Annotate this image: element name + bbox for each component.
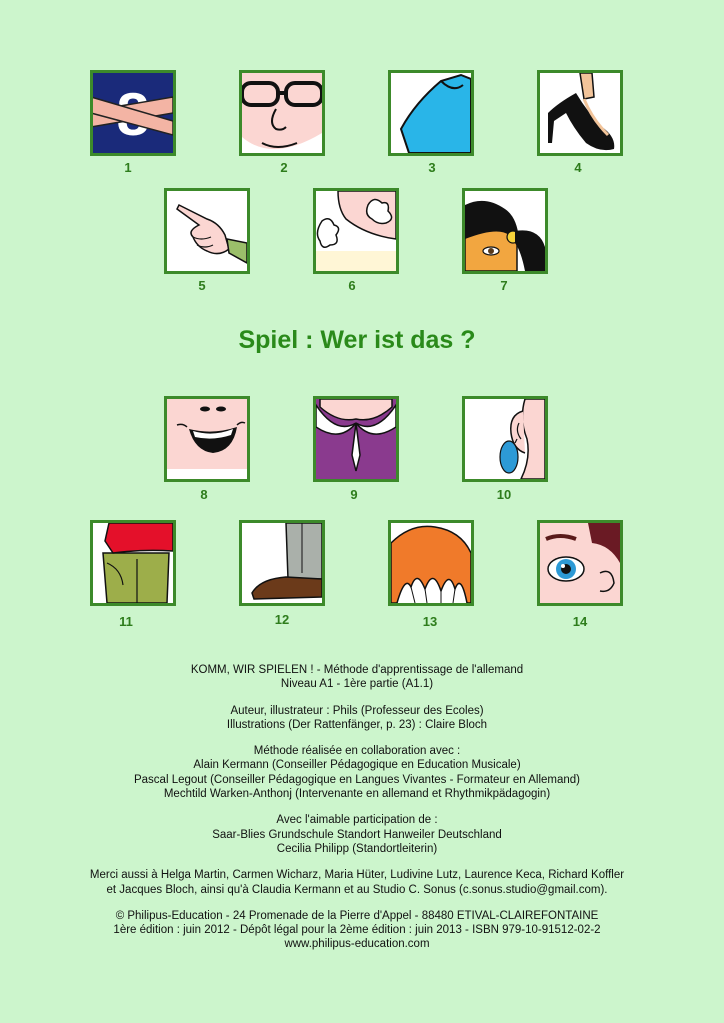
tile-number: 2 (280, 160, 288, 175)
copyright-line: © Philipus-Education - 24 Promenade de la Pierre d'Appel - 88480 ETIVAL-CLAIREFONTAINE (115, 909, 599, 922)
credits-line: Mechtild Warken-Anthonj (Intervenante en allemand et Rhythmikpädagogin) (163, 788, 551, 801)
tile-1 (90, 70, 176, 156)
tile-number: 5 (198, 278, 206, 293)
ear-earring-icon (465, 399, 545, 479)
credits-line: Méthode réalisée en collaboration avec : (253, 745, 461, 758)
tile-5 (164, 188, 250, 274)
tile-number: 8 (200, 487, 208, 502)
tile-number: 12 (274, 612, 290, 627)
blue-shirt-icon (391, 73, 471, 153)
tile-2 (239, 70, 325, 156)
credits-line: Avec l'aimable participation de : (276, 814, 438, 827)
tile-3 (388, 70, 474, 156)
black-shoe-icon (540, 73, 620, 153)
tile-number: 9 (350, 487, 358, 502)
credits-line: Niveau A1 - 1ère partie (A1.1) (280, 678, 434, 691)
purple-collar-icon (316, 399, 396, 479)
tile-number: 10 (496, 487, 512, 502)
credits-line: Pascal Legout (Conseiller Pédagogique en Langues Vivantes - Formateur en Allemand) (133, 773, 580, 786)
tile-12 (239, 520, 325, 606)
glasses-face-icon (242, 73, 322, 153)
tile-number: 11 (119, 614, 133, 629)
blue-eye-icon (540, 523, 620, 603)
credits-line: et Jacques Bloch, ainsi qu'à Claudia Kermann et au Studio C. Sonus (c.sonus.studio@gmail.com). (106, 883, 608, 896)
credits-line: Merci aussi à Helga Martin, Carmen Wicharz, Maria Hüter, Ludivine Lutz, Laurence Keca, Richard Koffler (89, 869, 625, 882)
tile-number: 1 (124, 160, 132, 175)
green-trousers-icon (93, 523, 173, 603)
page-title: Spiel : Wer ist das ? (238, 326, 476, 354)
girl-hair-icon (465, 191, 545, 271)
tile-number: 3 (428, 160, 436, 175)
tile-11 (90, 520, 176, 606)
website-link[interactable]: www.philipus-education.com (284, 938, 430, 951)
tile-number: 6 (348, 278, 356, 293)
tile-13 (388, 520, 474, 606)
bald-head-icon (316, 191, 396, 271)
tile-number: 13 (422, 614, 438, 629)
credits-line: KOMM, WIR SPIELEN ! - Méthode d'apprentissage de l'allemand (190, 664, 524, 676)
credits-line: Cecilia Philipp (Standortleiterin) (276, 842, 438, 855)
tile-number: 7 (500, 278, 508, 293)
smiling-mouth-icon (167, 399, 247, 479)
credits-line: Saar-Blies Grundschule Standort Hanweiler Deutschland (212, 828, 502, 841)
credits-block (0, 663, 714, 952)
credits-line: Auteur, illustrateur : Phils (Professeur des Ecoles) (230, 704, 484, 717)
edition-line: 1ère édition : juin 2012 - Dépôt légal pour la 2ème édition : juin 2013 - ISBN 979-10-91512-02-2 (113, 924, 601, 937)
brown-shoe-icon (242, 523, 322, 603)
crossed-arms-icon (93, 73, 173, 153)
tile-4 (537, 70, 623, 156)
credits-line: Alain Kermann (Conseiller Pédagogique en Education Musicale) (193, 759, 521, 772)
tile-number: 14 (572, 614, 588, 629)
tile-10 (462, 396, 548, 482)
tile-8 (164, 396, 250, 482)
tile-6 (313, 188, 399, 274)
orange-hair-icon (391, 523, 471, 603)
pointing-hand-icon (167, 191, 247, 271)
tile-number: 4 (574, 160, 582, 175)
credits-line: Illustrations (Der Rattenfänger, p. 23) : Claire Bloch (226, 718, 488, 731)
tile-14 (537, 520, 623, 606)
tile-9 (313, 396, 399, 482)
tile-7 (462, 188, 548, 274)
